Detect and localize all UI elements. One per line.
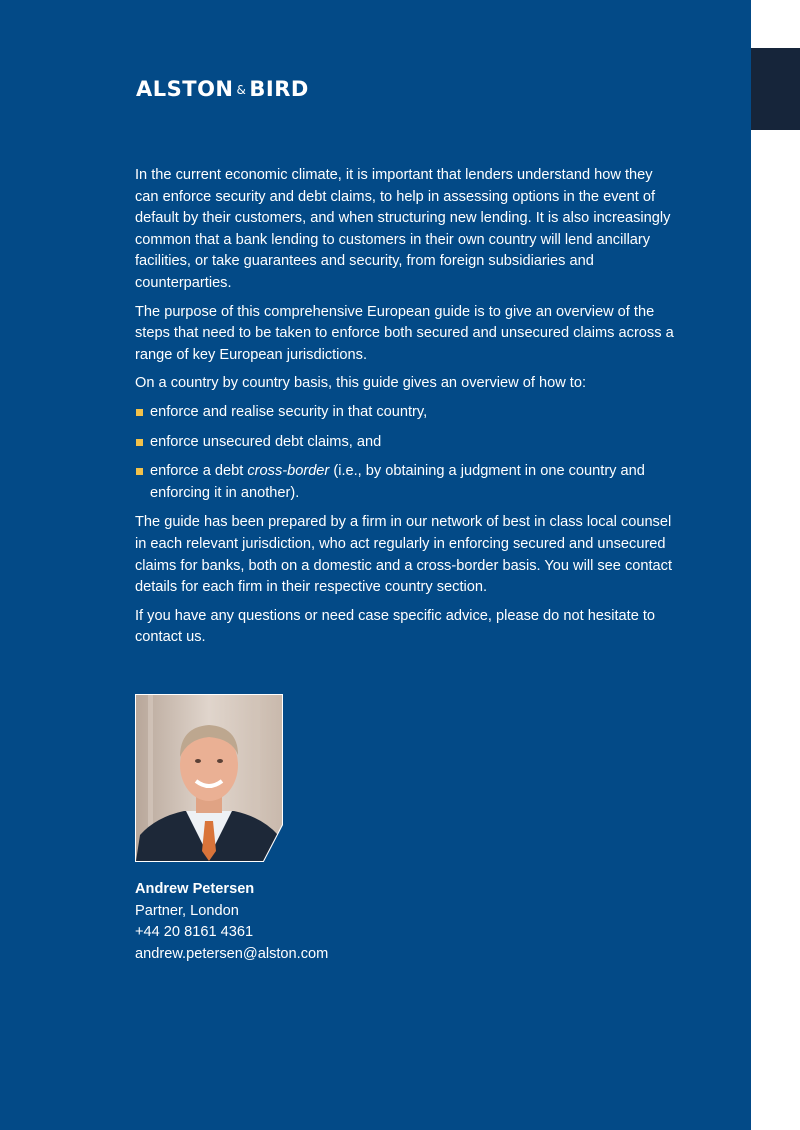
intro-paragraph-5: If you have any questions or need case specific advice, please do not hesitate to contact us. [135,607,656,646]
contact-block [135,879,328,965]
intro-text [135,165,675,656]
list-item: enforce unsecured debt claims, and [135,432,675,454]
section-tab[interactable] [751,48,800,130]
contact-name: Andrew Petersen [135,881,255,897]
intro-paragraph-1: In the current economic climate, it is important that lenders understand how they can enforce security and debt claims, to help in assessing options in the event of default by their customers, and when structuring new lending. It is also increasingly common that a bank lending to customers in their own country will lend ancillary facilities, or take guarantees and security, from foreign subsidiaries and counterparties. [135,167,671,291]
list-item: enforce a debt cross-border (i.e., by obtaining a judgment in one country and enforcing it in another). [135,461,675,504]
bullet-square-icon [136,409,143,416]
contact-email[interactable]: andrew.petersen@alston.com [135,945,329,962]
portrait-image [136,695,282,861]
contact-title: Partner, London [135,902,239,919]
intro-paragraph-3: On a country by country basis, this guide gives an overview of how to: [135,375,587,392]
firm-logo: ALSTON & BIRD [136,77,309,101]
intro-paragraph-2: The purpose of this comprehensive European guide is to give an overview of the steps that need to be taken to enforce both secured and unsecured claims across a range of key European jurisdictions. [135,303,674,363]
contact-phone[interactable]: +44 20 8161 4361 [135,924,254,941]
bullet-list [135,402,675,504]
partner-photo [135,694,283,862]
list-item: enforce and realise security in that country, [135,402,675,424]
bullet-square-icon [136,439,143,446]
bullet-square-icon [136,468,143,475]
intro-paragraph-4: The guide has been prepared by a firm in our network of best in class local counsel in each relevant jurisdiction, who act regularly in enforcing secured and unsecured claims for banks, both on a domestic and a cross-border basis. You will see contact details for each firm in their respective country section. [135,514,673,596]
